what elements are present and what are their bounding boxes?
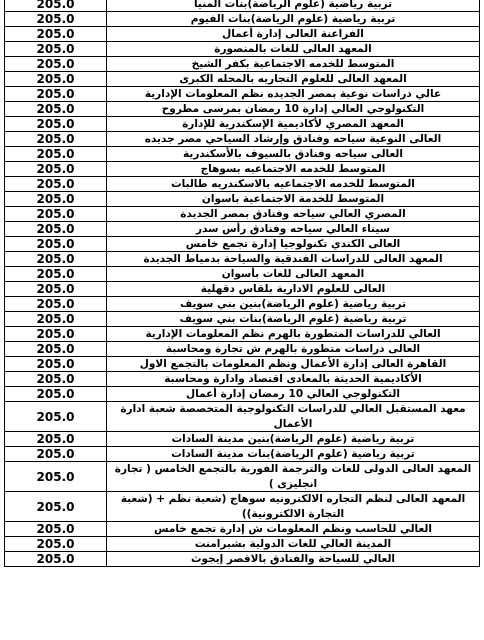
table-row bbox=[5, 42, 480, 57]
table-row bbox=[5, 327, 480, 342]
table-row bbox=[5, 402, 480, 432]
score-cell: 205.0 bbox=[5, 447, 107, 462]
score-cell: 205.0 bbox=[5, 207, 107, 222]
institute-name-cell: الفراعنة العالى إدارة أعمال bbox=[107, 27, 480, 42]
table-row bbox=[5, 237, 480, 252]
score-cell: 205.0 bbox=[5, 102, 107, 117]
table-row bbox=[5, 117, 480, 132]
score-cell: 205.0 bbox=[5, 192, 107, 207]
table-row bbox=[5, 57, 480, 72]
table-row bbox=[5, 552, 480, 567]
table-row bbox=[5, 207, 480, 222]
score-cell: 205.0 bbox=[5, 72, 107, 87]
score-cell: 205.0 bbox=[5, 402, 107, 432]
institute-name-cell: المعهد العالى للغات بالمنصورة bbox=[107, 42, 480, 57]
institute-name-cell: المتوسط للخدمه الاجتماعية بكفر الشيخ bbox=[107, 57, 480, 72]
table-row bbox=[5, 492, 480, 522]
score-cell: 205.0 bbox=[5, 462, 107, 492]
institute-name-cell: المعهد المصري لأكاديمية الإسكندرية للإدارة bbox=[107, 117, 480, 132]
score-cell: 205.0 bbox=[5, 0, 107, 12]
institute-name-cell: التكنولوجي العالي إدارة 10 رمضان بمرسى مطروح bbox=[107, 102, 480, 117]
institute-name-cell: المصري العالي سياحه وفنادق بمصر الجديدة bbox=[107, 207, 480, 222]
institute-name-cell: عالي دراسات نوعية بمصر الجديده نظم المعلومات الإدارية bbox=[107, 87, 480, 102]
table-row bbox=[5, 537, 480, 552]
score-cell: 205.0 bbox=[5, 87, 107, 102]
institute-name-cell: العالي للدراسات المتطورة بالهرم نظم المعلومات الإدارية bbox=[107, 327, 480, 342]
institute-name-cell: تربية رياضية (علوم الرياضة)بنين مدينة السادات bbox=[107, 432, 480, 447]
institute-name-cell: تربية رياضية (علوم الرياضة)بنات المنيا bbox=[107, 0, 480, 12]
score-cell: 205.0 bbox=[5, 342, 107, 357]
table-row bbox=[5, 132, 480, 147]
institute-name-cell: تربية رياضية (علوم الرياضة)بنات بني سويف bbox=[107, 312, 480, 327]
score-cell: 205.0 bbox=[5, 132, 107, 147]
institute-name-cell: المعهد العالى للعلوم التجاريه بالمحله الكبرى bbox=[107, 72, 480, 87]
institute-name-cell: العالى الكندي تكنولوجيا إدارة تجمع خامس bbox=[107, 237, 480, 252]
table-row bbox=[5, 162, 480, 177]
table-row bbox=[5, 192, 480, 207]
table-row bbox=[5, 87, 480, 102]
score-cell: 205.0 bbox=[5, 222, 107, 237]
table-row bbox=[5, 27, 480, 42]
score-cell: 205.0 bbox=[5, 312, 107, 327]
table-row bbox=[5, 342, 480, 357]
score-cell: 205.0 bbox=[5, 27, 107, 42]
score-cell: 205.0 bbox=[5, 147, 107, 162]
table-row bbox=[5, 12, 480, 27]
score-cell: 205.0 bbox=[5, 522, 107, 537]
institute-name-cell: المتوسط للخدمه الاجتماعيه بسوهاج bbox=[107, 162, 480, 177]
institute-name-cell: معهد المستقبل العالي للدراسات التكنولوجية المتخصصة شعبة ادارة الأعمال bbox=[107, 402, 480, 432]
table-row bbox=[5, 267, 480, 282]
institute-name-cell: القاهرة العالى إدارة الأعمال ونظم المعلومات بالتجمع الاول bbox=[107, 357, 480, 372]
table-row bbox=[5, 282, 480, 297]
table-row bbox=[5, 177, 480, 192]
score-cell: 205.0 bbox=[5, 372, 107, 387]
score-cell: 205.0 bbox=[5, 42, 107, 57]
table-row bbox=[5, 252, 480, 267]
institute-name-cell: تربية رياضية (علوم الرياضة)بنين بني سويف bbox=[107, 297, 480, 312]
institute-name-cell: العالى للعلوم الادارية بلقاس دقهلية bbox=[107, 282, 480, 297]
institute-name-cell: العالي للحاسب ونظم المعلومات ش إدارة تجمع خامس bbox=[107, 522, 480, 537]
institute-name-cell: سيناء العالي سياحه وفنادق رأس سدر bbox=[107, 222, 480, 237]
score-cell: 205.0 bbox=[5, 282, 107, 297]
score-cell: 205.0 bbox=[5, 237, 107, 252]
table-row bbox=[5, 372, 480, 387]
score-cell: 205.0 bbox=[5, 357, 107, 372]
score-cell: 205.0 bbox=[5, 387, 107, 402]
institute-name-cell: العالي للسياحة والفنادق بالاقصر إيجوث bbox=[107, 552, 480, 567]
table-row bbox=[5, 102, 480, 117]
results-table bbox=[4, 0, 480, 567]
score-cell: 205.0 bbox=[5, 327, 107, 342]
score-cell: 205.0 bbox=[5, 297, 107, 312]
table-row bbox=[5, 72, 480, 87]
table-row bbox=[5, 297, 480, 312]
score-cell: 205.0 bbox=[5, 552, 107, 567]
table-row bbox=[5, 432, 480, 447]
institute-name-cell: التكنولوجي العالي 10 رمضان إدارة أعمال bbox=[107, 387, 480, 402]
table-row bbox=[5, 222, 480, 237]
score-cell: 205.0 bbox=[5, 57, 107, 72]
institute-name-cell: العالى النوعية سياحه وفنادق وإرشاد السياحي مصر جديده bbox=[107, 132, 480, 147]
institute-name-cell: تربية رياضية (علوم الرياضة)بنات الفيوم bbox=[107, 12, 480, 27]
score-cell: 205.0 bbox=[5, 117, 107, 132]
table-row bbox=[5, 522, 480, 537]
institute-name-cell: المعهد العالى الدولى للغات والترجمة الفورية بالتجمع الخامس ( تجارة انجليزى ) bbox=[107, 462, 480, 492]
table-row bbox=[5, 387, 480, 402]
institute-name-cell: العالى دراسات متطورة بالهرم ش تجارة ومحاسبة bbox=[107, 342, 480, 357]
institute-name-cell: المتوسط للخدمة الاجتماعية باسوان bbox=[107, 192, 480, 207]
institute-name-cell: المعهد العالى للدراسات الفندقية والسياحة بدمياط الجديدة bbox=[107, 252, 480, 267]
score-cell: 205.0 bbox=[5, 267, 107, 282]
table-row bbox=[5, 147, 480, 162]
score-cell: 205.0 bbox=[5, 492, 107, 522]
institute-name-cell: المدينة العالي للغات الدولية بشبرامنت bbox=[107, 537, 480, 552]
institute-name-cell: المعهد العالى للغات بأسوان bbox=[107, 267, 480, 282]
institute-name-cell: العالى سياحه وفنادق بالسيوف بالأسكندرية bbox=[107, 147, 480, 162]
table-row bbox=[5, 447, 480, 462]
score-cell: 205.0 bbox=[5, 432, 107, 447]
table-body bbox=[5, 0, 480, 567]
score-cell: 205.0 bbox=[5, 162, 107, 177]
institute-name-cell: تربية رياضية (علوم الرياضة)بنات مدينة السادات bbox=[107, 447, 480, 462]
institute-name-cell: المعهد العالى لنظم التجاره الالكترونيه سوهاج (شعبة نظم + (شعبة التجارة الالكترونية)) bbox=[107, 492, 480, 522]
score-cell: 205.0 bbox=[5, 537, 107, 552]
score-cell: 205.0 bbox=[5, 12, 107, 27]
table-row bbox=[5, 462, 480, 492]
table-row bbox=[5, 0, 480, 12]
table-row bbox=[5, 312, 480, 327]
score-cell: 205.0 bbox=[5, 252, 107, 267]
table-row bbox=[5, 357, 480, 372]
institute-name-cell: المتوسط للخدمه الاجتماعيه بالاسكندريه طالبات bbox=[107, 177, 480, 192]
institute-name-cell: الأكاديمية الحديثة بالمعادى اقتصاد وادارة ومحاسبة bbox=[107, 372, 480, 387]
score-cell: 205.0 bbox=[5, 177, 107, 192]
